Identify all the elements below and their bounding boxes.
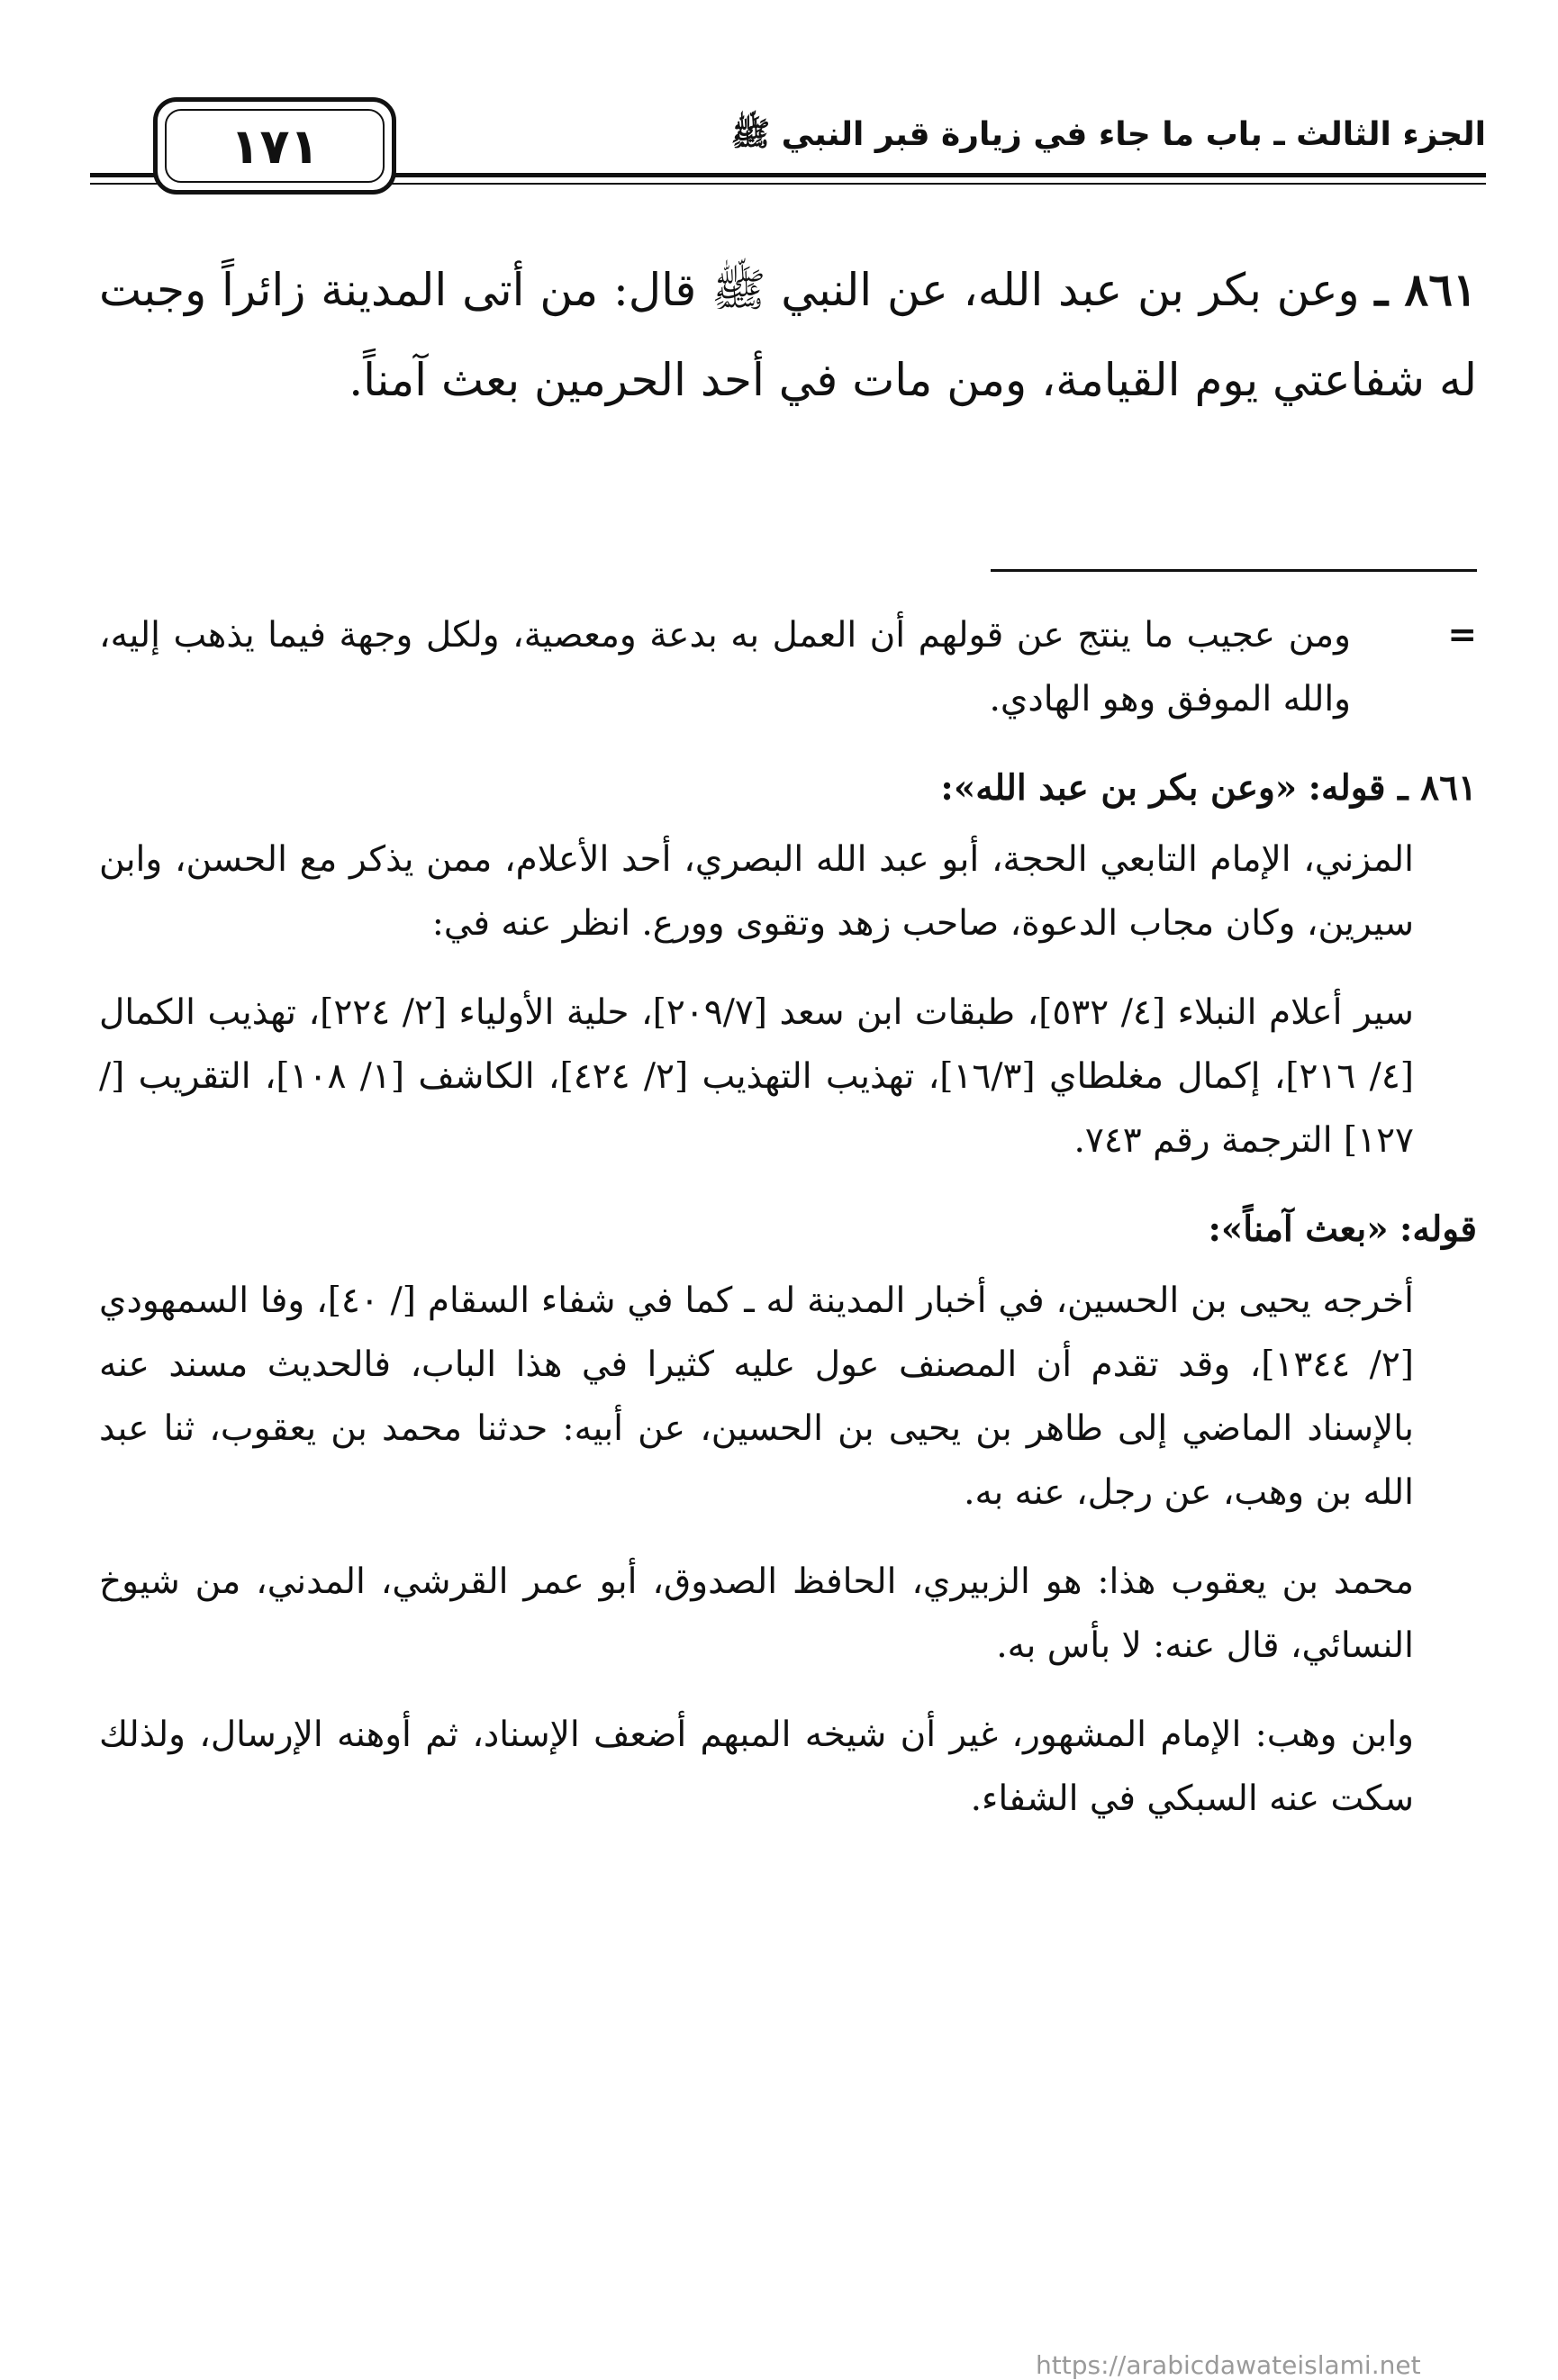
references-paragraph: سير أعلام النبلاء [٤/ ٥٣٢]، طبقات ابن سعد [٢٠٩/٧]، حلية الأولياء [٢/ ٢٢٤]، تهذيب الكمال [٤/ ٢١٦]، إكمال مغلطاي [١٦/٣]، تهذيب التهذيب [٢/ ٤٢٤]، الكاشف [١/ ١٠٨]، التقريب [/ ١٢٧] الترجمة رقم ٧٤٣.	[99, 992, 1414, 1161]
commentary-paragraph: أخرجه يحيى بن الحسين، في أخبار المدينة له ـ كما في شفاء السقام [/ ٤٠]، وفا السمهودي [٢/ ١٣٤٤]، وقد تقدم أن المصنف عول عليه كثيرا في هذا الباب، فالحديث مسند عنه بالإسناد الماضي إلى طاهر بن يحيى بن الحسين، عن أبيه: حدثنا محمد بن يعقوب، ثنا عبد الله بن وهب، عن رجل، عنه به.	[99, 1280, 1414, 1513]
section-heading	[99, 756, 1477, 820]
page-header	[90, 97, 1486, 196]
section-quote: «بعث آمناً»:	[1208, 1208, 1389, 1250]
commentary-paragraph: محمد بن يعقوب هذا: هو الزبيري، الحافظ الصدوق، أبو عمر القرشي، المدني، من شيوخ النسائي، قال عنه: لا بأس به.	[99, 1561, 1414, 1666]
hadith-text: وعن بكر بن عبد الله، عن النبي ﷺ قال: من أتى المدينة زائراً وجبت له شفاعتي يوم القيامة، ومن مات في أحد الحرمين بعث آمناً.	[99, 264, 1477, 406]
hadith-number: ٨٦١ ـ	[1374, 263, 1477, 316]
commentary-paragraph: المزني، الإمام التابعي الحجة، أبو عبد الله البصري، أحد الأعلام، ممن يذكر مع الحسن، وابن سيرين، وكان مجاب الدعوة، صاحب زهد وتقوى وورع. انظر عنه في:	[99, 839, 1414, 944]
continuation-paragraph	[99, 603, 1477, 731]
continuation-mark: =	[1447, 614, 1477, 656]
section-heading	[99, 1198, 1477, 1262]
footnote-separator	[991, 569, 1477, 572]
continuation-text: ومن عجيب ما ينتج عن قولهم أن العمل به بدعة ومعصية، ولكل وجهة فيما يذهب إليه، والله الموفق وهو الهادي.	[99, 615, 1351, 719]
section-label: قوله:	[1399, 1208, 1477, 1250]
section-quote: «وعن بكر بن عبد الله»:	[940, 767, 1298, 809]
page-number-frame	[153, 97, 396, 195]
running-title: الجزء الثالث ـ باب ما جاء في زيارة قبر النبي ﷺ	[730, 116, 1486, 153]
main-text	[99, 245, 1477, 425]
site-watermark: https://arabicdawateislami.net	[1036, 2350, 1421, 2380]
page-number: ١٧١	[165, 109, 385, 183]
commentary	[99, 603, 1477, 1856]
commentary-paragraph: وابن وهب: الإمام المشهور، غير أن شيخه المبهم أضعف الإسناد، ثم أوهنه الإرسال، ولذلك سكت عنه السبكي في الشفاء.	[99, 1715, 1414, 1819]
section-label: ٨٦١ ـ قوله:	[1308, 767, 1477, 809]
